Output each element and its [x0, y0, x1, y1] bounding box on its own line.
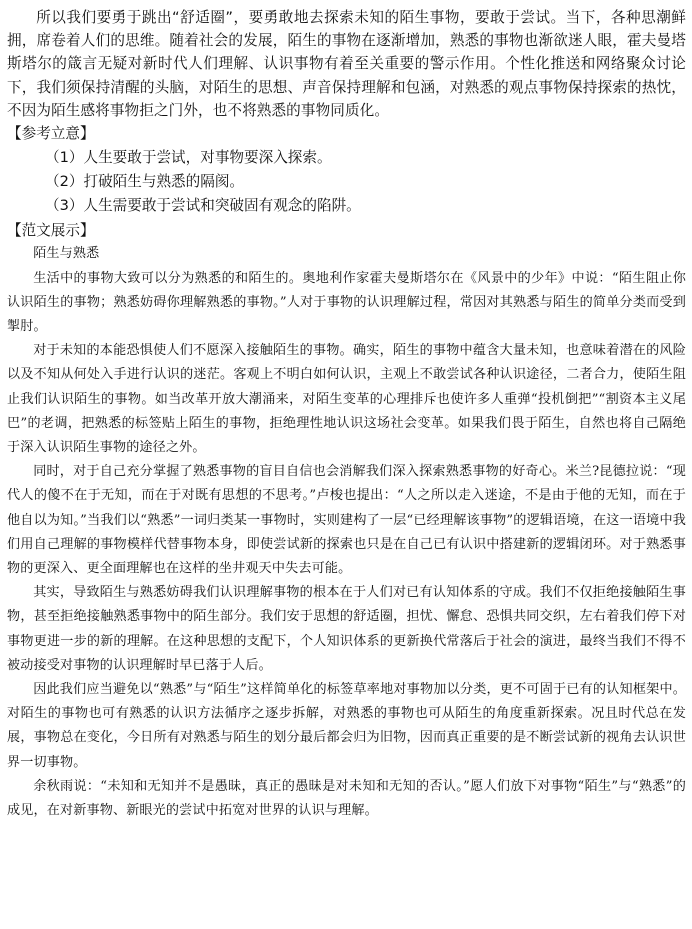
- essay-title: 陌生与熟悉: [33, 246, 100, 262]
- essay-paragraph-4: 其实，导致陌生与熟悉妨碍我们认识理解事物的根本在于人们对已有认知体系的守成。我们不仅拒绝接触陌生事物，甚至拒绝接触熟悉事物中的陌生部分。我们安于思想的舒适圈，担忧、懈怠、恐惧共同交织，左右着我们停下对事物更进一步的新的理解。在这种思想的支配下，个人知识体系的更新换代常落后于社会的演进，最终当我们不得不被动接受对事物的认识理解时早已落于人后。: [7, 585, 686, 673]
- essay-paragraph-3: 同时，对于自己充分掌握了熟悉事物的盲目自信也会消解我们深入探索熟悉事物的好奇心。米兰?昆德拉说：“现代人的傻不在于无知，而在于对既有思想的不思考。”卢梭也提出：“人之所以走入迷途，不是由于他的无知，而在于他自以为知。”当我们以“熟悉”一词归类某一事物时，实则建构了一层“已经理解该事物”的逻辑语境，在这一语境中我们用自己理解的事物模样代替事物本身，即使尝试新的探索也只是在自己已有认识中搭建新的逻辑闭环。对于熟悉事物的更深入、更全面理解也在这样的坐井观天中失去可能。: [7, 464, 686, 577]
- intro-paragraph: 所以我们要勇于跳出“舒适圈”，要勇敢地去探索未知的陌生事物，要敢于尝试。当下，各种思潮鲜拥，席卷着人们的思维。随着社会的发展，陌生的事物在逐渐增加，熟悉的事物也渐欲迷人眼，霍夫曼塔斯塔尔的箴言无疑对新时代人们理解、认识事物有着至关重要的警示作用。个性化推送和网络聚众讨论下，我们须保持清醒的头脑，对陌生的思想、声音保持理解和包涵，对熟悉的观点事物保持探索的热忱，不因为陌生感将事物拒之门外，也不将熟悉的事物同质化。: [7, 9, 686, 119]
- reference-heading: 【参考立意】: [7, 125, 95, 143]
- sample-heading: 【范文展示】: [7, 221, 95, 239]
- sample-essay: [7, 242, 686, 823]
- essay-paragraph-1: 生活中的事物大致可以分为熟悉的和陌生的。奥地利作家霍夫曼斯塔尔在《风景中的少年》中说：“陌生阻止你认识陌生的事物；熟悉妨碍你理解熟悉的事物。”人对于事物的认识理解过程，常因对其熟悉与陌生的简单分类而受到掣肘。: [7, 270, 686, 335]
- essay-paragraph-6: 余秋雨说：“未知和无知并不是愚昧，真正的愚昧是对未知和无知的否认。”愿人们放下对事物“陌生”与“熟悉”的成见，在对新事物、新眼光的尝试中拓宽对世界的认识与理解。: [7, 778, 686, 819]
- reference-point-1: （1）人生要敢于尝试，对事物要深入探索。: [45, 148, 332, 166]
- reference-point-3: （3）人生需要敢于尝试和突破固有观念的陷阱。: [45, 197, 361, 215]
- essay-paragraph-2: 对于未知的本能恐惧使人们不愿深入接触陌生的事物。确实，陌生的事物中蕴含大量未知，也意味着潜在的风险以及不知从何处入手进行认识的迷茫。客观上不明白如何认识，主观上不敢尝试各种认识途径，二者合力，使陌生阻止我们认识陌生的事物。如当改革开放大潮涌来，对陌生变革的心理排斥也使许多人重弹“投机倒把”“割资本主义尾巴”的老调，把熟悉的标签贴上陌生的事物，拒绝理性地认识这场社会变革。如果我们畏于陌生，自然也将自己隔绝于深入认识陌生事物的途径之外。: [7, 343, 686, 456]
- reference-point-2: （2）打破陌生与熟悉的隔阂。: [45, 173, 245, 191]
- essay-paragraph-5: 因此我们应当避免以“熟悉”与“陌生”这样简单化的标签草率地对事物加以分类，更不可固于已有的认知框架中。对陌生的事物也可有熟悉的认识方法循序之逐步拆解，对熟悉的事物也可从陌生的角度重新探索。况且时代总在发展，事物总在变化，今日所有对熟悉与陌生的划分最后都会归为旧物，因而真正重要的是不断尝试新的视角去认识世界一切事物。: [7, 682, 686, 770]
